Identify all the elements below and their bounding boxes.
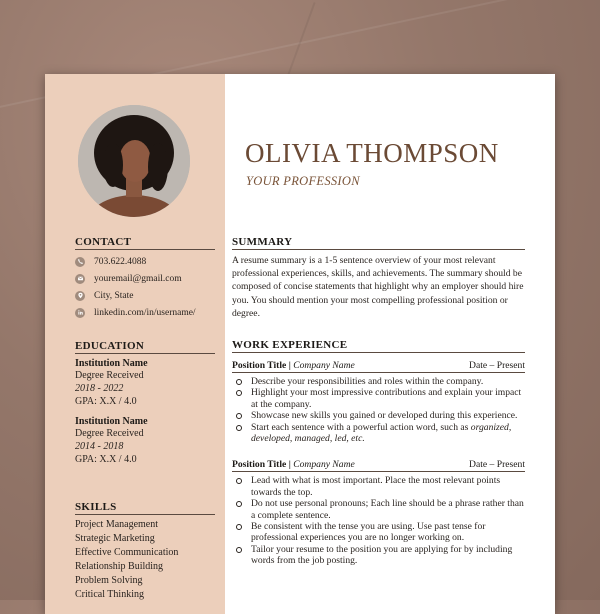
company-name: Company Name (293, 459, 355, 471)
contact-location (75, 287, 215, 304)
company-name: Company Name (293, 360, 355, 371)
work-experience-title: WORK EXPERIENCE (232, 339, 525, 353)
phone-icon (75, 257, 85, 267)
education-dates: 2018 - 2022 (75, 383, 124, 394)
job-entry (232, 459, 525, 566)
skills-title: SKILLS (75, 501, 215, 515)
title-separator: | (288, 459, 291, 471)
job-bullet: Tailor your resume to the position you are applying for by including words from the job posting. (232, 544, 525, 567)
linkedin-icon (75, 308, 85, 318)
contact-phone[interactable] (75, 253, 215, 270)
degree: Degree Received (75, 428, 144, 439)
skills-section (75, 501, 215, 602)
contact-linkedin[interactable] (75, 304, 215, 321)
contact-location-text: City, State (94, 290, 134, 301)
job-bullet: Describe your responsibilities and roles within the company. (232, 376, 525, 387)
profile-photo (78, 105, 190, 217)
job-entry (232, 360, 525, 444)
job-header (232, 459, 525, 472)
contact-title: CONTACT (75, 236, 215, 250)
job-bullet (232, 422, 525, 445)
job-bullet: Highlight your most impressive contributions and explain your impact at the company. (232, 387, 525, 410)
job-bullet: Do not use personal pronouns; Each line should be a phrase rather than a complete sentence. (232, 498, 525, 521)
work-experience-section (232, 339, 525, 567)
institution-name: Institution Name (75, 416, 148, 427)
contact-section (75, 236, 215, 321)
title-separator: | (288, 360, 291, 371)
job-bullet: Be consistent with the tense you are using. Use past tense for professional experiences you are no longer working on. (232, 521, 525, 544)
summary-text: A resume summary is a 1-5 sentence overview of your most relevant professional experiences, skills, and achievements. The summary should be composed of concise statements that highlight why an employer should hire you. You should mention your most compelling professional position or degree. (232, 255, 524, 319)
job-dates: Date – Present (469, 360, 525, 371)
summary-section (232, 236, 525, 320)
education-entry (75, 358, 215, 408)
position-title: Position Title (232, 360, 287, 371)
skill-item: Project Management (75, 519, 159, 530)
skill-item: Relationship Building (75, 561, 164, 572)
job-bullet-text: Start each sentence with a powerful action word, such as (251, 421, 469, 433)
gpa: GPA: X.X / 4.0 (75, 396, 137, 407)
job-bullet: Lead with what is most important. Place the most relevant points towards the top. (232, 475, 525, 498)
education-dates: 2014 - 2018 (75, 441, 124, 452)
skill-item: Problem Solving (75, 575, 143, 586)
position-title: Position Title (232, 459, 287, 471)
contact-email-text: youremail@gmail.com (94, 273, 182, 284)
job-bullet: Showcase new skills you gained or developed during this experience. (232, 410, 525, 421)
contact-email[interactable] (75, 270, 215, 287)
job-header (232, 360, 525, 373)
candidate-profession: YOUR PROFESSION (246, 174, 360, 188)
resume-sidebar (45, 74, 225, 614)
candidate-name: OLIVIA THOMPSON (245, 138, 499, 168)
summary-title: SUMMARY (232, 236, 525, 250)
skill-item: Critical Thinking (75, 589, 144, 600)
education-section (75, 340, 215, 466)
email-icon (75, 274, 85, 284)
education-entry (75, 416, 215, 466)
action-word-examples: organized, developed, managed, led, etc. (251, 421, 512, 445)
education-title: EDUCATION (75, 340, 215, 354)
degree: Degree Received (75, 370, 144, 381)
resume-page (45, 74, 555, 614)
skill-item: Strategic Marketing (75, 533, 155, 544)
institution-name: Institution Name (75, 358, 148, 369)
gpa: GPA: X.X / 4.0 (75, 454, 137, 465)
contact-linkedin-text: linkedin.com/in/username/ (94, 307, 196, 318)
skill-item: Effective Communication (75, 547, 179, 558)
job-dates: Date – Present (469, 459, 525, 471)
location-icon (75, 291, 85, 301)
contact-phone-text: 703.622.4088 (94, 256, 147, 267)
